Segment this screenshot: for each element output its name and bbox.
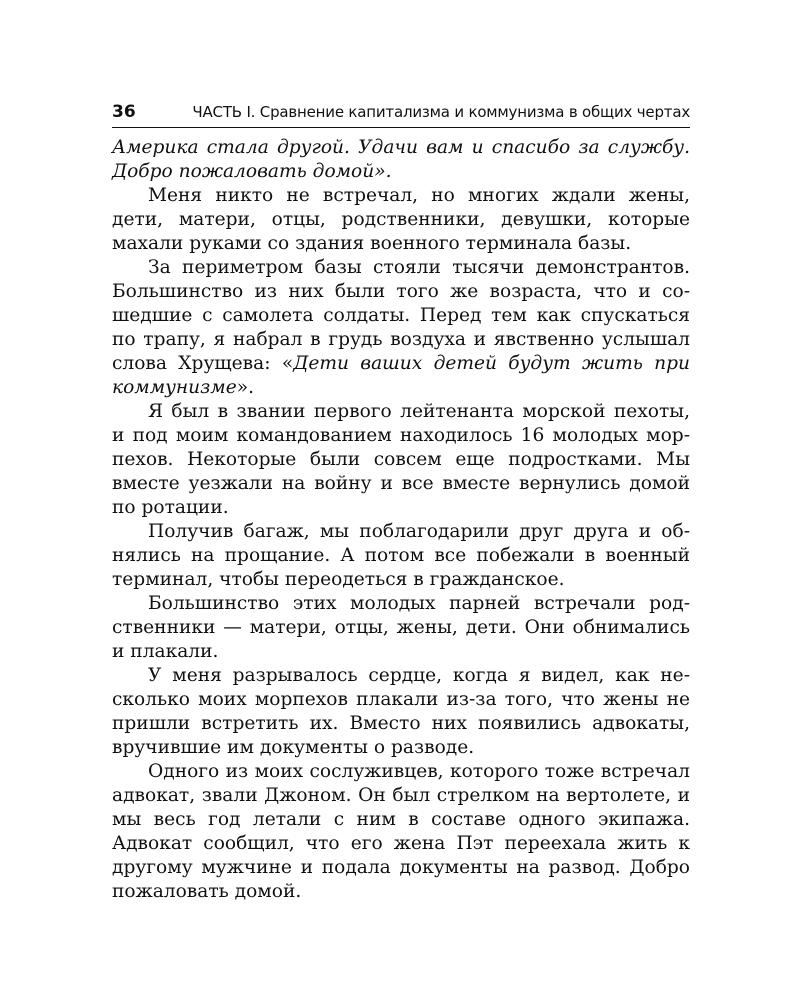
italic-quote: Америка стала другой. Удачи вам и спасибо за службу. Добро пожаловать домой». <box>112 137 690 182</box>
book-page <box>112 102 690 904</box>
page-number: 36 <box>112 102 136 122</box>
paragraph-continued-quote <box>112 136 690 184</box>
chapter-title: ЧАСТЬ I. Сравнение капитализма и коммунизма в общих чертах <box>192 103 690 121</box>
body-text <box>112 136 690 904</box>
paragraph: У меня разрывалось сердце, когда я видел, как несколько моих морпехов плакали из-за того, что жены не пришли встретить их. Вместо них появились адвокаты, вручившие им документы о разводе. <box>112 665 690 758</box>
paragraph: Меня никто не встречал, но многих ждали жены, дети, матери, отцы, родственники, девушки, которые махали руками со здания военного терминала базы. <box>112 185 690 254</box>
paragraph-text: За периметром базы стояли тысячи демонстрантов. Большинство из них были того же возраста, что и сошедшие с самолета солдаты. Перед тем как спускаться по трапу, я набрал в грудь воздуха и явственно услышал слова Хрущева: « <box>112 257 690 374</box>
paragraph: Я был в звании первого лейтенанта морской пехоты, и под моим командованием находилось 16 молодых морпехов. Некоторые были совсем еще подростками. Мы вместе уезжали на войну и все вместе вернулись домой по ротации. <box>112 401 690 518</box>
paragraph-khrushchev <box>112 256 690 400</box>
paragraph: Одного из моих сослуживцев, которого тоже встречал адвокат, звали Джоном. Он был стрелком на вертолете, и мы весь год летали с ним в составе одного экипажа. Адвокат сообщил, что его жена Пэт переехала жить к другому мужчине и подала документы на развод. Добро пожаловать домой. <box>112 761 690 902</box>
italic-quote: Дети ваших детей будут жить при коммунизме <box>112 353 691 398</box>
running-head <box>112 102 690 128</box>
paragraph: Получив багаж, мы поблагодарили друг друга и обнялись на прощание. А потом все побежали в военный терминал, чтобы переодеться в гражданское. <box>112 521 690 590</box>
paragraph-text-after: ». <box>236 377 254 398</box>
paragraph: Большинство этих молодых парней встречали родственники — матери, отцы, жены, дети. Они обнимались и плакали. <box>112 593 690 662</box>
